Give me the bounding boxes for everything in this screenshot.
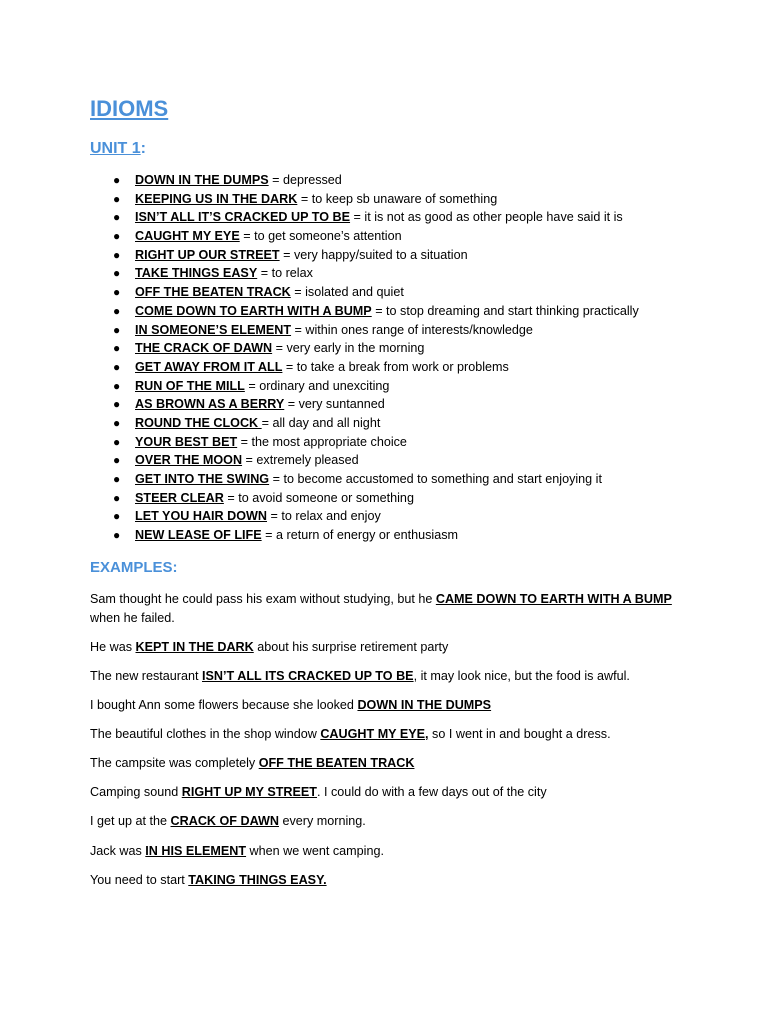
example-text: The campsite was completely bbox=[90, 756, 259, 770]
unit-label: UNIT 1 bbox=[90, 140, 141, 157]
example-sentence bbox=[90, 754, 690, 773]
idiom-definition: = all day and all night bbox=[261, 415, 381, 430]
bullet-icon: ● bbox=[113, 322, 121, 337]
example-text: The new restaurant bbox=[90, 669, 203, 683]
idiom-list-item bbox=[90, 264, 730, 283]
bullet-icon: ● bbox=[113, 210, 121, 225]
example-sentence bbox=[90, 696, 690, 715]
idiom-term: GET AWAY FROM IT ALL bbox=[135, 359, 283, 374]
document-title: IDIOMS bbox=[90, 96, 169, 121]
example-text: Sam thought he could pass his exam without studying, but he bbox=[90, 592, 436, 606]
unit-suffix: : bbox=[140, 140, 146, 157]
idiom-list-item bbox=[90, 246, 730, 265]
idiom-definition: = extremely pleased bbox=[242, 453, 359, 468]
idiom-term: RIGHT UP OUR STREET bbox=[135, 247, 280, 262]
bullet-icon: ● bbox=[113, 453, 121, 468]
idiom-definition: = to keep sb unaware of something bbox=[297, 191, 498, 206]
bullet-icon: ● bbox=[113, 509, 121, 524]
idiom-list-item bbox=[90, 321, 730, 340]
example-idiom: CAME DOWN TO EARTH WITH A BUMP bbox=[435, 592, 672, 606]
example-text: so I went in and bought a dress. bbox=[428, 727, 611, 741]
example-idiom: RIGHT UP MY STREET bbox=[181, 785, 318, 799]
idiom-list-item bbox=[90, 171, 730, 190]
example-text: The beautiful clothes in the shop window bbox=[90, 727, 321, 741]
idiom-definition: = very happy/suited to a situation bbox=[279, 247, 468, 262]
idiom-list-item bbox=[90, 470, 730, 489]
idiom-list-item bbox=[90, 377, 730, 396]
bullet-icon: ● bbox=[113, 490, 121, 505]
bullet-icon: ● bbox=[113, 173, 121, 187]
idiom-term: RUN OF THE MILL bbox=[135, 378, 245, 393]
idiom-definition: = to get someone’s attention bbox=[239, 229, 402, 244]
idiom-term: ROUND THE CLOCK bbox=[135, 415, 262, 430]
example-sentence bbox=[90, 667, 690, 686]
idiom-term: IN SOMEONE’S ELEMENT bbox=[135, 322, 292, 337]
example-idiom: DOWN IN THE DUMPS bbox=[357, 698, 492, 712]
idiom-term: OFF THE BEATEN TRACK bbox=[135, 285, 291, 300]
example-sentence bbox=[90, 871, 690, 890]
idiom-definition: = ordinary and unexciting bbox=[244, 378, 390, 393]
idiom-list-item bbox=[90, 526, 730, 545]
idiom-list-item bbox=[90, 358, 730, 377]
bullet-icon: ● bbox=[113, 341, 121, 356]
idiom-term: LET YOU HAIR DOWN bbox=[135, 509, 268, 524]
idiom-definition: = to avoid someone or something bbox=[223, 490, 414, 505]
unit-heading bbox=[90, 138, 146, 160]
idiom-definition: = to relax bbox=[257, 266, 313, 281]
idiom-list-item bbox=[90, 283, 730, 302]
bullet-icon: ● bbox=[113, 434, 121, 449]
idiom-term: YOUR BEST BET bbox=[135, 434, 238, 449]
example-text: I get up at the bbox=[90, 814, 171, 828]
idiom-definition: = within ones range of interests/knowledge bbox=[291, 322, 533, 337]
idiom-list-item bbox=[90, 451, 730, 470]
idiom-definition: = very suntanned bbox=[284, 397, 385, 412]
idiom-definition: = depressed bbox=[268, 173, 342, 187]
example-idiom: CAUGHT MY EYE, bbox=[320, 727, 429, 741]
idiom-list-item bbox=[90, 227, 730, 246]
example-text: He was bbox=[90, 640, 136, 654]
idiom-term: DOWN IN THE DUMPS bbox=[135, 173, 269, 187]
example-text: I bought Ann some flowers because she looked bbox=[90, 698, 358, 712]
idiom-term: ISN’T ALL IT’S CRACKED UP TO BE bbox=[135, 210, 351, 225]
example-text: You need to start bbox=[90, 873, 189, 887]
idiom-definition: = the most appropriate choice bbox=[237, 434, 407, 449]
bullet-icon: ● bbox=[113, 359, 121, 374]
bullet-icon: ● bbox=[113, 378, 121, 393]
idiom-definition: = a return of energy or enthusiasm bbox=[261, 528, 458, 543]
idiom-term: COME DOWN TO EARTH WITH A BUMP bbox=[135, 303, 372, 318]
example-text: , it may look nice, but the food is awful. bbox=[413, 669, 630, 683]
example-sentence bbox=[90, 842, 690, 861]
idiom-list-item bbox=[90, 190, 730, 209]
bullet-icon: ● bbox=[113, 397, 121, 412]
idiom-term: AS BROWN AS A BERRY bbox=[135, 397, 285, 412]
bullet-icon: ● bbox=[113, 285, 121, 300]
idiom-term: STEER CLEAR bbox=[135, 490, 224, 505]
bullet-icon: ● bbox=[113, 472, 121, 486]
example-idiom: TAKING THINGS EASY. bbox=[188, 873, 327, 887]
idiom-list-item bbox=[90, 395, 730, 414]
idiom-definition: = very early in the morning bbox=[272, 341, 425, 356]
idiom-term: GET INTO THE SWING bbox=[135, 472, 270, 486]
example-idiom: KEPT IN THE DARK bbox=[135, 640, 254, 654]
example-idiom: CRACK OF DAWN bbox=[170, 814, 279, 828]
example-sentence bbox=[90, 638, 690, 657]
bullet-icon: ● bbox=[113, 266, 121, 281]
idiom-list-item bbox=[90, 208, 730, 227]
example-idiom: IN HIS ELEMENT bbox=[145, 844, 247, 858]
example-text: Jack was bbox=[90, 844, 146, 858]
idiom-definition: = it is not as good as other people have said it is bbox=[350, 210, 623, 225]
idiom-list-item bbox=[90, 339, 730, 358]
example-text: . I could do with a few days out of the city bbox=[317, 785, 547, 799]
idiom-list-item bbox=[90, 489, 730, 508]
idiom-term: TAKE THINGS EASY bbox=[135, 266, 258, 281]
idiom-list-item bbox=[90, 414, 730, 433]
bullet-icon: ● bbox=[113, 247, 121, 262]
example-idiom: OFF THE BEATEN TRACK bbox=[258, 756, 415, 770]
examples-heading: EXAMPLES: bbox=[90, 559, 178, 576]
example-sentence bbox=[90, 590, 690, 628]
bullet-icon: ● bbox=[113, 415, 121, 430]
idiom-list-item bbox=[90, 507, 730, 526]
example-text: every morning. bbox=[278, 814, 366, 828]
idiom-term: THE CRACK OF DAWN bbox=[135, 341, 273, 356]
idiom-list bbox=[90, 171, 730, 545]
idiom-term: CAUGHT MY EYE bbox=[135, 229, 240, 244]
idiom-term: OVER THE MOON bbox=[135, 453, 243, 468]
idiom-term: KEEPING US IN THE DARK bbox=[135, 191, 298, 206]
example-sentence bbox=[90, 725, 690, 744]
idiom-definition: = to relax and enjoy bbox=[267, 509, 381, 524]
idiom-definition: = isolated and quiet bbox=[290, 285, 404, 300]
idiom-list-item bbox=[90, 433, 730, 452]
example-text: about his surprise retirement party bbox=[253, 640, 449, 654]
idiom-term: NEW LEASE OF LIFE bbox=[135, 528, 262, 543]
example-text: Camping sound bbox=[90, 785, 182, 799]
example-text: when we went camping. bbox=[246, 844, 384, 858]
example-sentence bbox=[90, 783, 690, 802]
example-text: when he failed. bbox=[90, 611, 175, 625]
bullet-icon: ● bbox=[113, 191, 121, 206]
example-sentence bbox=[90, 812, 690, 831]
bullet-icon: ● bbox=[113, 528, 121, 543]
idiom-definition: = to become accustomed to something and start enjoying it bbox=[269, 472, 602, 486]
bullet-icon: ● bbox=[113, 229, 121, 244]
idiom-definition: = to take a break from work or problems bbox=[282, 359, 509, 374]
example-idiom: ISN’T ALL ITS CRACKED UP TO BE bbox=[202, 669, 414, 683]
idiom-definition: = to stop dreaming and start thinking practically bbox=[371, 303, 639, 318]
bullet-icon: ● bbox=[113, 303, 121, 318]
idiom-list-item bbox=[90, 302, 730, 321]
